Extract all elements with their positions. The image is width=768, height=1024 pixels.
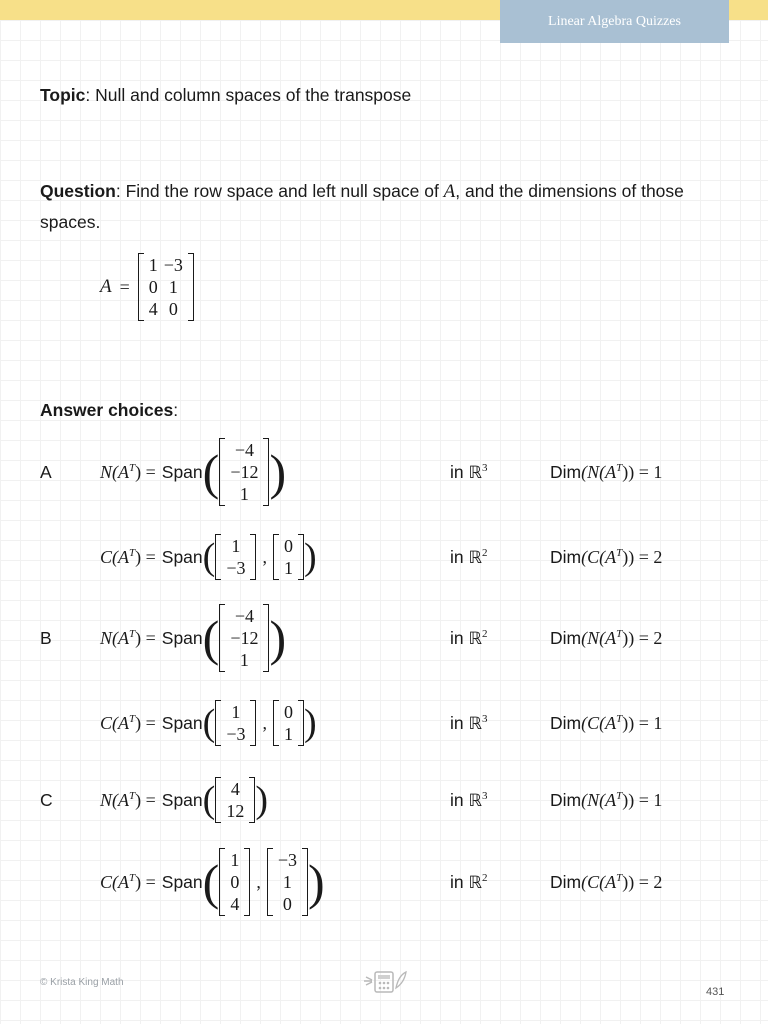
choice-letter: C (40, 789, 53, 810)
span-vector (215, 700, 256, 746)
span-vector (215, 534, 256, 580)
real-numbers-symbol: ℝ (468, 872, 482, 893)
dim-value: )) = 2 (622, 546, 663, 567)
vector-entry: 1 (283, 724, 293, 744)
matrix-a-cell: 4 (148, 299, 158, 319)
dim-expression (581, 462, 662, 482)
topic-line (40, 80, 411, 110)
span-vector (219, 604, 269, 672)
lhs-name: C(A (100, 871, 129, 892)
dim-transpose: T (616, 627, 623, 640)
vector-entry: −4 (234, 440, 254, 460)
matrix-a-cell: 0 (168, 299, 178, 319)
dim-expression (581, 628, 662, 648)
matrix-a-equals: = (119, 276, 130, 297)
vector-entry: 0 (283, 702, 293, 722)
in-word: in (450, 546, 469, 567)
vector-entry: −4 (234, 606, 254, 626)
lhs-transpose: T (129, 546, 136, 559)
lhs-function (100, 713, 156, 734)
in-word: in (450, 871, 469, 892)
footer-copyright: © Krista King Math (40, 977, 124, 988)
dim-word: Dim (550, 871, 582, 892)
vector-entry: 0 (282, 894, 292, 914)
dim-value: )) = 1 (622, 461, 663, 482)
space-dimension: 3 (481, 789, 488, 802)
left-paren: ( (202, 779, 216, 821)
lhs-transpose: T (129, 789, 136, 802)
left-paren: ( (202, 702, 216, 744)
dimension-statement (550, 713, 662, 734)
dim-function: (N(A (581, 627, 617, 648)
in-word: in (450, 712, 469, 733)
lhs-function (100, 547, 156, 568)
span-word: Span (161, 871, 203, 892)
in-word: in (450, 627, 469, 648)
in-word: in (450, 789, 469, 810)
dim-value: )) = 2 (622, 871, 663, 892)
page-number: 431 (706, 986, 725, 998)
answers-heading (40, 395, 178, 425)
matrix-a-cell: 1 (148, 255, 158, 275)
dim-function: (C(A (581, 546, 617, 567)
question-label: Question (40, 181, 116, 201)
vector-separator: , (256, 871, 261, 892)
vector-entry: −3 (226, 724, 246, 744)
dim-function: (C(A (581, 871, 617, 892)
dim-word: Dim (550, 789, 582, 810)
ambient-space (450, 790, 487, 811)
lhs-end: ) = (135, 546, 156, 567)
vector-entry: 1 (230, 850, 240, 870)
lhs-function (100, 790, 156, 811)
space-dimension: 3 (481, 461, 488, 474)
span-vector (273, 700, 304, 746)
lhs-function (100, 462, 156, 483)
space-dimension: 2 (481, 871, 488, 884)
ambient-space (450, 872, 487, 893)
dim-function: (N(A (581, 789, 617, 810)
span-word: Span (161, 627, 203, 648)
dim-word: Dim (550, 546, 582, 567)
answer-row (0, 842, 768, 922)
vector-entry: 1 (231, 536, 241, 556)
span-word: Span (161, 712, 203, 733)
vector-entry: 4 (230, 894, 240, 914)
vector-entry: −12 (230, 628, 259, 648)
dim-transpose: T (616, 461, 623, 474)
right-paren: ) (255, 779, 268, 821)
space-dimension: 2 (481, 627, 488, 640)
span-expression (100, 777, 268, 823)
span-word: Span (161, 546, 203, 567)
lhs-name: C(A (100, 546, 129, 567)
real-numbers-symbol: ℝ (468, 713, 482, 734)
topic-text: : Null and column spaces of the transpose (85, 85, 412, 105)
right-paren: ) (307, 854, 325, 910)
vector-separator: , (262, 712, 267, 733)
vector-entry: 1 (231, 702, 241, 722)
span-vector (215, 777, 255, 823)
header-tab-label: Linear Algebra Quizzes (548, 13, 681, 29)
answer-row (0, 517, 768, 597)
matrix-a-name: A (100, 276, 112, 297)
lhs-function (100, 872, 156, 893)
left-paren: ( (202, 854, 220, 910)
question-line (40, 176, 730, 237)
dim-value: )) = 2 (622, 627, 663, 648)
ambient-space (450, 628, 487, 649)
span-expression (100, 534, 317, 580)
dim-transpose: T (616, 546, 623, 559)
lhs-transpose: T (129, 627, 136, 640)
in-word: in (450, 461, 469, 482)
lhs-transpose: T (129, 871, 136, 884)
dim-expression (581, 790, 662, 810)
span-vector (267, 848, 308, 916)
answers-heading-colon: : (173, 400, 179, 420)
answer-row (0, 683, 768, 763)
dim-function: (N(A (581, 461, 617, 482)
lhs-transpose: T (129, 712, 136, 725)
vector-entry: 1 (282, 872, 292, 892)
answer-row (0, 432, 768, 512)
vector-entry: 0 (230, 872, 240, 892)
lhs-name: N(A (100, 461, 129, 482)
dim-word: Dim (550, 461, 582, 482)
dim-transpose: T (616, 712, 623, 725)
calculator-leaf-logo-icon (362, 968, 408, 994)
span-word: Span (161, 461, 203, 482)
real-numbers-symbol: ℝ (468, 790, 482, 811)
lhs-end: ) = (135, 461, 156, 482)
left-paren: ( (202, 536, 216, 578)
span-expression (100, 700, 317, 746)
real-numbers-symbol: ℝ (468, 547, 482, 568)
vector-entry: 1 (239, 650, 249, 670)
dim-word: Dim (550, 627, 582, 648)
span-vector (273, 534, 304, 580)
lhs-end: ) = (135, 871, 156, 892)
matrix-a-cell: 1 (168, 277, 178, 297)
choice-letter: B (40, 627, 52, 648)
dimension-statement (550, 462, 662, 483)
left-paren: ( (202, 610, 220, 666)
vector-entry: −3 (277, 850, 297, 870)
vector-entry: 1 (239, 484, 249, 504)
ambient-space (450, 713, 487, 734)
matrix-a-equation (100, 253, 194, 321)
question-var: A (443, 181, 456, 202)
vector-entry: 1 (283, 558, 293, 578)
lhs-function (100, 628, 156, 649)
span-expression (100, 604, 286, 672)
dimension-statement (550, 790, 662, 811)
lhs-transpose: T (129, 461, 136, 474)
answer-row (0, 598, 768, 678)
dimension-statement (550, 872, 662, 893)
lhs-name: N(A (100, 789, 129, 810)
topic-label: Topic (40, 85, 86, 105)
left-paren: ( (202, 444, 220, 500)
vector-separator: , (262, 546, 267, 567)
dimension-statement (550, 547, 662, 568)
lhs-end: ) = (135, 627, 156, 648)
right-paren: ) (303, 702, 317, 744)
ambient-space (450, 462, 487, 483)
dim-value: )) = 1 (622, 712, 663, 733)
right-paren: ) (269, 610, 287, 666)
dim-expression (581, 872, 662, 892)
lhs-end: ) = (135, 789, 156, 810)
dim-expression (581, 547, 662, 567)
dim-expression (581, 713, 662, 733)
matrix-a (138, 253, 194, 321)
vector-entry: −3 (226, 558, 246, 578)
right-paren: ) (303, 536, 317, 578)
question-text-before: : Find the row space and left null space of (115, 181, 444, 201)
choice-letter: A (40, 461, 52, 482)
vector-entry: −12 (230, 462, 259, 482)
space-dimension: 2 (481, 546, 488, 559)
matrix-a-cell: 0 (148, 277, 158, 297)
vector-entry: 0 (283, 536, 293, 556)
answers-heading-label: Answer choices (40, 400, 174, 420)
matrix-a-cell: −3 (163, 255, 183, 275)
vector-entry: 12 (226, 801, 245, 821)
lhs-end: ) = (135, 712, 156, 733)
answer-row (0, 760, 768, 840)
header-tab (500, 0, 729, 43)
dim-word: Dim (550, 712, 582, 733)
right-paren: ) (269, 444, 287, 500)
span-expression (100, 848, 325, 916)
ambient-space (450, 547, 487, 568)
space-dimension: 3 (481, 712, 488, 725)
lhs-name: N(A (100, 627, 129, 648)
lhs-name: C(A (100, 712, 129, 733)
span-vector (219, 438, 269, 506)
span-vector (219, 848, 250, 916)
dim-function: (C(A (581, 712, 617, 733)
dimension-statement (550, 628, 662, 649)
vector-entry: 4 (230, 779, 240, 799)
real-numbers-symbol: ℝ (468, 628, 482, 649)
dim-transpose: T (616, 789, 623, 802)
dim-value: )) = 1 (622, 789, 663, 810)
real-numbers-symbol: ℝ (468, 462, 482, 483)
question-text-after: , and the dimensions of those spaces. (40, 181, 684, 232)
span-expression (100, 438, 286, 506)
span-word: Span (161, 789, 203, 810)
dim-transpose: T (616, 871, 623, 884)
